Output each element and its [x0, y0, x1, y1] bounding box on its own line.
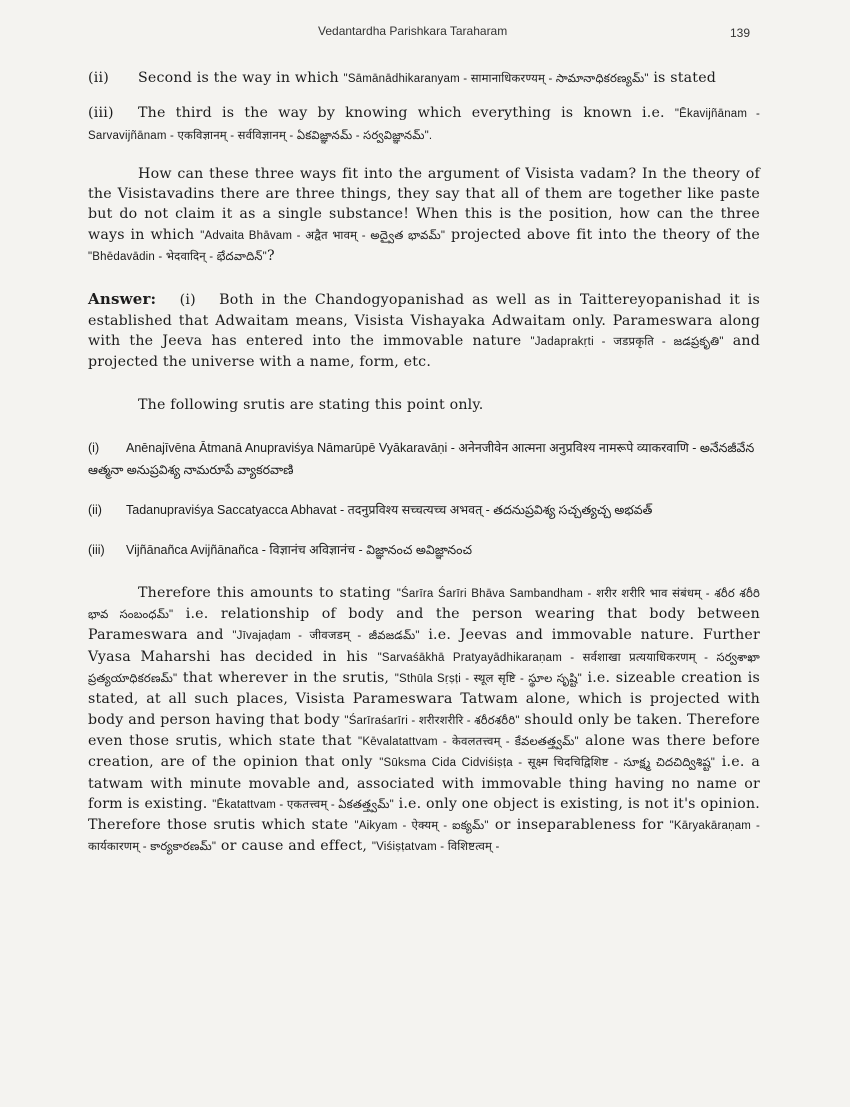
page-number: 139 [730, 26, 751, 40]
running-header [0, 22, 850, 42]
para-quote: "Viśiṣṭatvam - विशिष्टत्वम् - [371, 841, 500, 854]
point-quote: "Sāmānādhikaranyam - सामानाधिकरण्यम् - సామానాధికరణ్యమ్" [343, 73, 649, 85]
para-quote: "Sthūla Sṛṣṭi - स्थूल सृष्टि - స్థూల సృష్టి" [394, 673, 582, 686]
page-body [88, 68, 760, 858]
paragraph-sarira-sariri [88, 583, 760, 858]
para-text: projected above fit into the theory of the [445, 226, 760, 243]
para-quote: "Advaita Bhāvam - अद्वैत भावम् - అద్వైత భావమ్" [200, 229, 446, 242]
srutis-intro: The following srutis are stating this point only. [138, 396, 484, 413]
para-text: i.e. a tatwam with minute movable and, associated with immovable thing having no name or form is existing. [88, 754, 760, 812]
sruti-item [88, 499, 760, 521]
answer-number: (i) [179, 292, 196, 309]
point-number: (iii) [88, 105, 114, 122]
para-text: i.e. relationship of body and the person wearing that body between Parameswara and [88, 606, 760, 644]
point-ii [88, 68, 760, 89]
para-quote: "Śarīraśarīri - शरीरशरीरि - శరీరశరీరి" [344, 714, 520, 727]
para-text: Therefore this amounts to stating [138, 584, 397, 601]
sruti-item [88, 437, 760, 481]
sruti-number: (ii) [88, 502, 102, 517]
para-text: How can these three ways fit into the argument of Visista vadam? In the theory of the Visistavadins there are three things, they say that all of them are together like paste but do not claim it as a single substance! When this is the position, how can the three ways in which [88, 165, 760, 243]
header-title: Vedantardha Parishkara Taraharam [318, 24, 508, 38]
answer-text-end: and projected the universe with a name, form, etc. [88, 332, 760, 371]
sruti-number: (i) [88, 440, 100, 455]
answer-quote: "Jadaprakṛti - जडप्रकृति - జడప్రకృతి" [530, 335, 724, 348]
sruti-text: Vijñānañca Avijñānañca - विज्ञानंच अविज्ञानंच - విజ్ఞానంచ అవిజ్ఞానంచ [126, 542, 473, 557]
para-quote: "Kēvalatattvam - केवलतत्त्वम् - కేవలతత్త్వమ్" [358, 735, 579, 748]
point-iii [88, 103, 760, 146]
answer-label: Answer: [88, 290, 157, 309]
answer-paragraph [88, 289, 760, 372]
para-text: i.e. sizeable creation is stated, at all such places, Visista Parameswara Tatwam alone, which is projected with body and person having that body [88, 670, 760, 728]
para-quote: "Bhēdavādin - भेदवादिन् - భేదవాదిన్" [88, 251, 267, 264]
para-quote: "Śarīra Śarīri Bhāva Sambandham - शरीर शरीरि भाव संबंधम् - శరీర శరీరి భావ సంబంధమ్" [88, 587, 760, 622]
point-text-end: is stated [648, 70, 717, 86]
para-quote: "Kāryakāraṇam - कार्यकारणम् - కార్యకారణమ్" [88, 820, 761, 854]
para-quote: "Ēkatattvam - एकतत्त्वम् - ఏకతత్త్వమ్" [212, 798, 394, 811]
para-text: ? [266, 248, 275, 265]
sruti-text: Anēnajīvēna Ātmanā Anupraviśya Nāmarūpē Vyākaravāṇi - अनेनजीवेन आत्मना अनुप्रविश्य नामरूपे व्याकरवाणि - అనేనజీవేన ఆత్మనా అనుప్రవిశ్య నామరూపే వ్యాకరవాణి [88, 440, 755, 477]
para-quote: "Aikyam - ऐक्यम् - ఐక్యమ్" [354, 820, 489, 833]
para-text: alone was there before creation, are of the opinion that only [88, 732, 760, 771]
paragraph-visista-question [88, 164, 760, 267]
para-quote: "Sūksma Cida Cidviśiṣṭa - सूक्ष्म चिदचिद्विशिष्ट - సూక్ష్మ చిదచిద్విశిష్ట" [379, 757, 716, 770]
para-text: should only be taken. Therefore even those srutis, which state that [88, 711, 760, 749]
point-quote: "Ēkavijñānam - Sarvavijñānam - एकविज्ञानम् - सर्वविज्ञानम् - ఏకవిజ్ఞానమ్ - సర్వవిజ్ఞానమ్". [88, 108, 760, 142]
para-text: i.e. only one object is existing, is not it's opinion. Therefore those srutis which state [88, 795, 760, 834]
para-quote: "Sarvaśākhā Pratyayādhikaraṇam - सर्वशाखा प्रत्ययाधिकरणम् - సర్వశాఖా ప్రత్యయాధికరణమ్" [88, 651, 760, 686]
sruti-item [88, 539, 760, 561]
answer-text: Both in the Chandogyopanishad as well as in Taittereyopanishad it is established that Adwaitam means, Visista Vishayaka Adwaitam only. Parameswara along with the Jeeva has entered into the immovable nature [88, 292, 760, 349]
sruti-number: (iii) [88, 542, 105, 557]
sruti-text: Tadanupraviśya Saccatyacca Abhavat - तदनुप्रविश्य सच्चत्यच्च अभवत् - తదనుప్రవిశ్య సచ్చత్యచ్చ అభవత్ [126, 502, 653, 517]
para-text: or inseparableness for [488, 817, 670, 834]
para-text: that wherever in the srutis, [177, 670, 395, 687]
para-text: i.e. Jeevas and immovable nature. Further Vyasa Maharshi has decided in his [88, 627, 760, 665]
point-number: (ii) [88, 70, 109, 86]
point-text: Second is the way in which [138, 70, 344, 86]
point-text: The third is the way by knowing which everything is known i.e. [138, 105, 675, 122]
para-quote: "Jīvajaḍam - जीवजडम् - జీవజడమ్" [232, 630, 420, 643]
para-text: or cause and effect, [216, 838, 372, 855]
